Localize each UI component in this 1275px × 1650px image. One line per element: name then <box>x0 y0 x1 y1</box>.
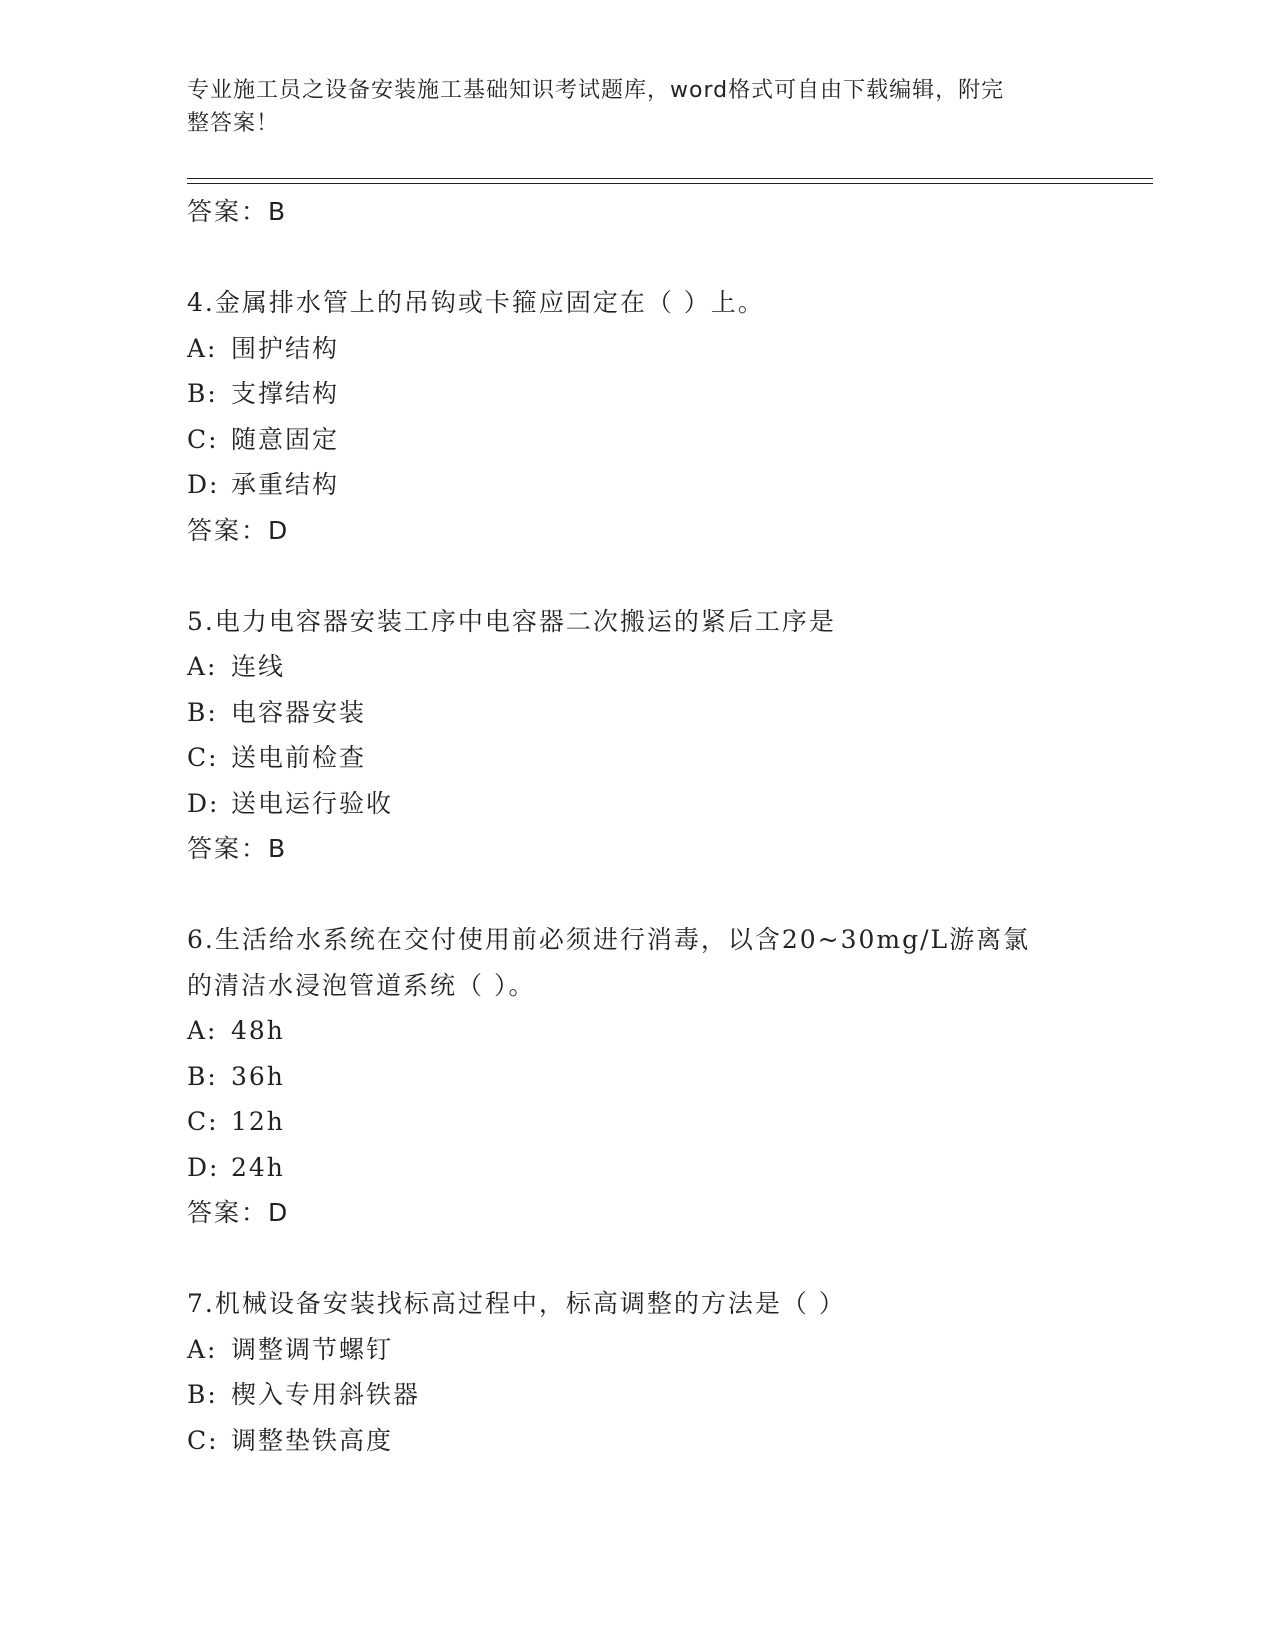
option-text: 随意固定 <box>231 424 340 454</box>
option-key: C: <box>187 1425 219 1455</box>
option-text: 送电前检查 <box>231 743 367 772</box>
header-line-2: 整答案！ <box>187 111 280 136</box>
option-text: 连线 <box>231 652 286 681</box>
option-key: B: <box>187 1061 218 1091</box>
option-key: C: <box>187 1107 219 1136</box>
option-text: 调整垫铁高度 <box>231 1425 394 1455</box>
question-content <box>187 189 1087 1463</box>
option-key: A: <box>187 333 218 363</box>
option-key: A: <box>187 1016 218 1045</box>
option-d <box>187 462 1087 508</box>
question-5 <box>187 599 1087 872</box>
option-text: 送电运行验收 <box>231 788 394 818</box>
option-text: 24h <box>231 1152 285 1182</box>
header-divider-top <box>187 178 1153 179</box>
option-key: D: <box>187 788 220 818</box>
option-text: 承重结构 <box>231 470 340 499</box>
option-text: 12h <box>231 1107 285 1136</box>
option-text: 36h <box>231 1061 285 1091</box>
question-stem: 7.机械设备安装找标高过程中，标高调整的方法是（ ） <box>187 1289 846 1318</box>
question-stem: 5.电力电容器安装工序中电容器二次搬运的紧后工序是 <box>187 606 836 636</box>
option-text: 48h <box>231 1016 285 1045</box>
option-key: A: <box>187 652 218 681</box>
header-line-1: 专业施工员之设备安装施工基础知识考试题库，word格式可自由下载编辑，附完 <box>187 78 1005 103</box>
option-a <box>187 326 1087 372</box>
answer-previous: 答案：B <box>187 197 288 226</box>
spacer <box>187 1236 1087 1282</box>
option-d <box>187 781 1087 827</box>
option-a <box>187 644 1087 690</box>
option-b <box>187 1372 1087 1418</box>
option-c <box>187 735 1087 781</box>
question-6 <box>187 917 1087 1236</box>
option-text: 支撑结构 <box>231 379 340 408</box>
answer: 答案：B <box>187 834 288 863</box>
spacer <box>187 553 1087 599</box>
option-b <box>187 371 1087 417</box>
option-d <box>187 1145 1087 1191</box>
option-a <box>187 1327 1087 1373</box>
option-text: 围护结构 <box>231 333 340 363</box>
option-c <box>187 417 1087 463</box>
document-header <box>187 74 1067 140</box>
option-b <box>187 1054 1087 1100</box>
answer: 答案：D <box>187 1198 290 1227</box>
option-c <box>187 1099 1087 1145</box>
option-key: D: <box>187 470 220 499</box>
option-key: A: <box>187 1334 218 1364</box>
option-text: 电容器安装 <box>231 697 367 727</box>
header-divider-bottom <box>187 183 1153 184</box>
question-7 <box>187 1281 1087 1463</box>
option-key: C: <box>187 424 219 454</box>
option-b <box>187 690 1087 736</box>
question-stem: 4.金属排水管上的吊钩或卡箍应固定在（ ）上。 <box>187 288 765 317</box>
option-key: B: <box>187 379 218 408</box>
option-key: B: <box>187 697 218 727</box>
option-a <box>187 1008 1087 1054</box>
option-c <box>187 1418 1087 1464</box>
answer: 答案：D <box>187 515 290 545</box>
spacer <box>187 235 1087 281</box>
question-stem-line-1: 6.生活给水系统在交付使用前必须进行消毒，以含20~30mg/L游离氯 <box>187 925 1031 954</box>
option-key: C: <box>187 743 219 772</box>
option-key: D: <box>187 1152 220 1182</box>
option-text: 调整调节螺钉 <box>231 1334 394 1364</box>
question-stem-line-2: 的清洁水浸泡管道系统（ ）。 <box>187 970 536 1000</box>
spacer <box>187 872 1087 918</box>
option-key: B: <box>187 1380 218 1409</box>
question-4 <box>187 280 1087 553</box>
option-text: 楔入专用斜铁器 <box>231 1380 421 1409</box>
